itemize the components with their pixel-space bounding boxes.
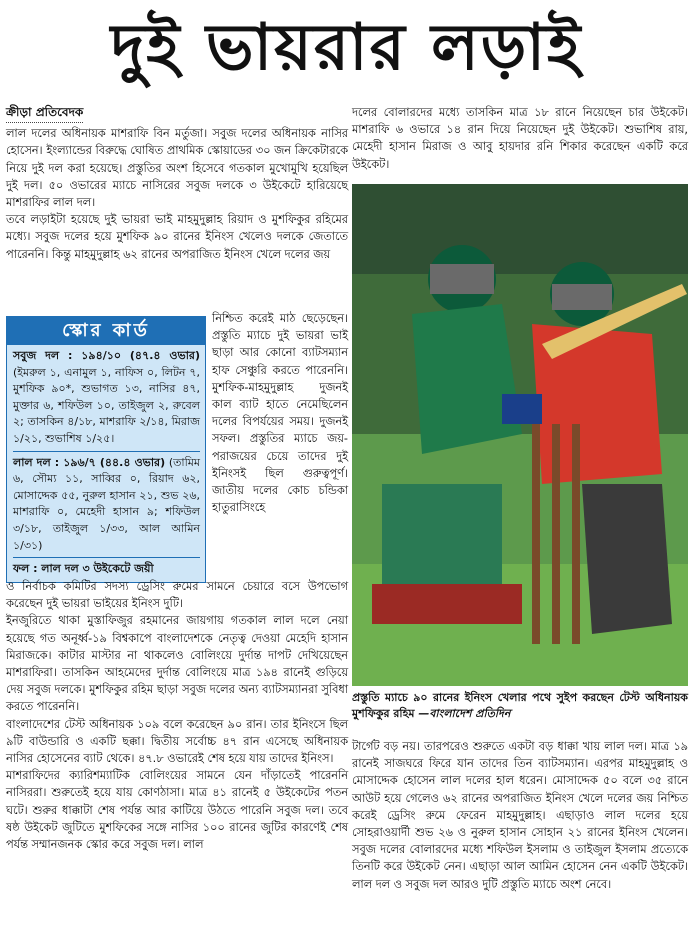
article-paragraph: লাল দলের অধিনায়ক মাশরাফি বিন মর্তুজা। সবুজ দলের অধিনায়ক নাসির হোসেন। ইংল্যান্ডের বিরুদ্ধে ঘোষিত প্রাথমিক স্কোয়াডের ৩০ জন ক্রিকেটারকে নিয়ে দুই দল করা হয়েছে। প্রস্তুতির অংশ হিসেবে গতকাল মুখোমুখি হয়েছিল দুই দল। ৫০ ওভারের ম্যাচে নাসিরের সবুজ দলকে ৩ উইকেটে হারিয়েছে মাশরাফির লাল দল।	[6, 127, 348, 210]
scorecard-wrap-section	[6, 310, 348, 583]
green-team-score: সবুজ দল : ১৯৪/১০ (৪৭.৪ ওভার)	[13, 349, 200, 362]
divider	[13, 557, 200, 558]
article-right-top	[352, 104, 688, 173]
article-paragraph: মাশরাফিদের ক্যারিশম্যাটিক বোলিংয়ের সামনে যেন দাঁড়াতেই পারেননি নাসিররা। শুরুতেই হয়ে যায় কোণঠাসা। মাত্র ৪১ রানেই ৫ উইকেটের পতন ঘটে। শুরুর ধাক্কাটা শেষ পর্যন্ত আর কাটিয়ে উঠতে পারেনি সবুজ দল। তবে ষষ্ঠ উইকেট জুটিতে মুশফিকের সঙ্গে নাসির ১০০ রানের জুটির কারণেই শেষ পর্যন্ত সম্মানজনক স্কোর করে সবুজ দল। লাল	[6, 769, 348, 852]
article-intro	[6, 104, 348, 263]
article-paragraph: দলের বোলারদের মধ্যে তাসকিন মাত্র ১৮ রানে নিয়েছেন চার উইকেট। মাশরাফি ৬ ওভারে ১৪ রান দিয়ে নিয়েছেন দুই উইকেট। শুভাশিষ রায়, মেহেদী হাসান মিরাজ ও আবু হায়দার রনি শিকার করেছেন একটি করে উইকেট।	[352, 106, 688, 171]
caption-credit: —বাংলাদেশ প্রতিদিন	[418, 707, 511, 720]
divider	[13, 451, 200, 452]
scorecard-body	[7, 345, 205, 582]
red-team-details: (তামিম ৬, সৌম্য ১১, সাব্বির ০, রিয়াদ ৬২, মোসাদ্দেক ৫৫, নুরুল হাসান ২১, শুভ ২৬, মাশরাফি ০, মেহেদী হাসান ৯; শফিউল ৩/১৮, তাইজুল ১/৩৩, আল আমিন ১/৩১)	[13, 455, 200, 552]
batsman-sweep-illustration	[352, 184, 688, 686]
article-paragraph: ইনজুরিতে থাকা মুস্তাফিজুর রহমানের জায়গায় গতকাল লাল দলে নেয়া হয়েছে গত অনূর্ধ্ব-১৯ বিশ্বকাপে বাংলাদেশকে নেতৃত্ব দেওয়া মেহেদি হাসান মিরাজকে। কাটার মাস্টার না থাকলেও বোলিংয়ে দুর্দান্ত দাপট দেখিয়েছেন মাশরাফিরা। তাসকিন আহমেদের দুর্দান্ত বোলিংয়ে মাত্র ১৯৪ রানেই গুড়িয়ে দেয় সবুজ দলকে। মুশফিকুর রহিম ছাড়া সবুজ দলের অন্য ব্যাটসম্যানরা সুবিধা করতে পারেননি।	[6, 614, 348, 714]
article-paragraph: নিশ্চিত করেই মাঠ ছেড়েছেন। প্রস্তুতি ম্যাচে দুই ভায়রা ভাই ছাড়া আর কোনো ব্যাটসম্যান হাফ সেঞ্চুরি করতে পারেননি। মুশফিক-মাহমুদুল্লাহ দুজনই কাল ব্যাট হাতে নেমেছিলেন দলের বিপর্যয়ের সময়। দুজনই সফল। প্রস্তুতির ম্যাচে জয়-পরাজয়ের চেয়ে তাদের দুই ইনিংসই ছিল গুরুত্বপূর্ণ। জাতীয় দলের কোচ চন্ডিকা হাতুরাসিংহে	[212, 312, 348, 515]
green-team-details: (ইমরুল ১, এনামুল ১, নাফিস ০, লিটন ৭, মুশফিক ৯০*, শুভাগত ১৩, নাসির ৪৭, মুক্তার ৬, শফিউল ১০, তাইজুল ২, রুবেল ২; তাসকিন ৪/১৮, মাশরাফি ২/১৪, মিরাজ ১/২১, শুভাশিষ ১/২৫।	[13, 365, 200, 445]
red-team-score: লাল দল : ১৯৬/৭ (৪৪.৪ ওভার)	[13, 455, 166, 469]
article-continued	[6, 578, 348, 853]
article-paragraph: বাংলাদেশের টেস্ট অধিনায়ক ১০৯ বলে করেছেন ৯০ রান। তার ইনিংসে ছিল ৯টি বাউন্ডারি ও একটি ছক্কা। দ্বিতীয় সর্বোচ্চ ৪৭ রান এসেছে অধিনায়ক নাসির হোসেনের ব্যাট থেকে। ৪৭.৮ ওভারেই শেষ হয়ে যায় তাদের ইনিংস।	[6, 717, 348, 766]
byline: ক্রীড়া প্রতিবেদক	[6, 104, 83, 123]
scorecard-box	[6, 316, 206, 583]
caption-text: প্রস্তুতি ম্যাচে ৯০ রানের ইনিংস খেলার পথে সুইপ করছেন টেস্ট অধিনায়ক মুশফিকুর রহিম	[352, 691, 688, 720]
match-result: ফল : লাল দল ৩ উইকেটে জয়ী	[13, 562, 154, 576]
cricket-photo	[352, 184, 688, 686]
article-right-bottom	[352, 738, 688, 893]
scorecard-title: স্কোর কার্ড	[7, 317, 205, 345]
headline: দুই ভায়রার লড়াই	[110, 10, 583, 85]
photo-caption	[352, 690, 688, 722]
article-paragraph: তবে লড়াইটা হয়েছে দুই ভায়রা ভাই মাহমুদুল্লাহ রিয়াদ ও মুশফিকুর রহিমের মধ্যে। সবুজ দলের হয়ে মুশফিক ৯০ রানের ইনিংস খেলেও দলকে জেতাতে পারেননি। কিন্তু মাহমুদুল্লাহ ৬২ রানের অপরাজিত ইনিংস খেলে দলের জয়	[6, 213, 348, 261]
article-paragraph: টার্গেট বড় নয়। তারপরেও শুরুতে একটা বড় ধাক্কা খায় লাল দল। মাত্র ১৯ রানেই সাজঘরে ফিরে যান তাদের তিন ব্যাটসম্যান। এরপর মাহমুদুল্লাহ ও মোসাদ্দেক হোসেন লাল দলের হাল ধরেন। মোসাদ্দেক ৫০ বলে ৩৫ রানে আউট হয়ে গেলেও ৬২ রানের অপরাজিত ইনিংস খেলে দলের জয় নিশ্চিত করেই ড্রেসিং রুমে ফেরেন মাহমুদুল্লাহ। এছাড়াও লাল দলের হয়ে সোহরাওয়ার্দী শুভ ২৬ ও নুরুল হাসান সোহান ২১ রানের ইনিংস খেলেন। সবুজ দলের বোলারদের মধ্যে শফিউল ইসলাম ও তাইজুল ইসলাম প্রত্যেকে তিনটি করে উইকেট নেন। এছাড়া আল আমিন হোসেন নেন একটি উইকেট। লাল দল ও সবুজ দল আরও দুটি প্রস্তুতি ম্যাচে অংশ নেবে।	[352, 740, 688, 891]
article-paragraph: ও নির্বাচক কমিটির সদস্য ড্রেসিং রুমের সামনে চেয়ারে বসে উপভোগ করেছেন দুই ভায়রা ভাইয়ের ইনিংস দুটি।	[6, 580, 348, 611]
